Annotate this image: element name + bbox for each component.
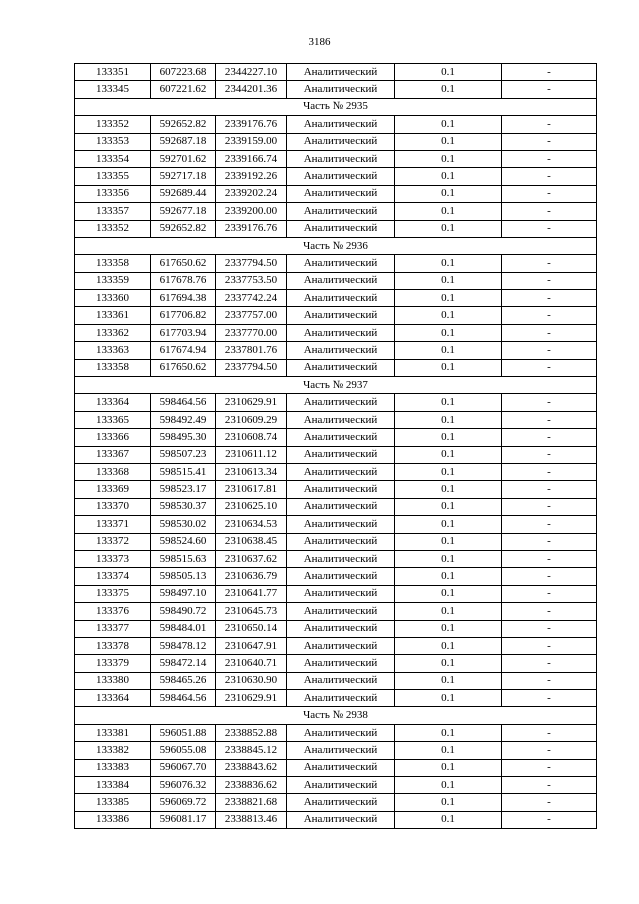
method-cell: Аналитический: [287, 637, 395, 654]
description-cell: -: [502, 429, 597, 446]
accuracy-cell: 0.1: [395, 429, 502, 446]
x-coordinate-cell: 596067.70: [151, 759, 216, 776]
method-cell: Аналитический: [287, 498, 395, 515]
x-coordinate-cell: 617678.76: [151, 272, 216, 289]
table-row: [75, 394, 597, 411]
description-cell: -: [502, 777, 597, 794]
description-cell: -: [502, 533, 597, 550]
description-cell: -: [502, 185, 597, 202]
table-row: [75, 759, 597, 776]
method-cell: Аналитический: [287, 446, 395, 463]
x-coordinate-cell: 598490.72: [151, 603, 216, 620]
method-cell: Аналитический: [287, 255, 395, 272]
accuracy-cell: 0.1: [395, 568, 502, 585]
table-row: [75, 620, 597, 637]
x-coordinate-cell: 617706.82: [151, 307, 216, 324]
accuracy-cell: 0.1: [395, 116, 502, 133]
point-number-cell: 133359: [75, 272, 151, 289]
point-number-cell: 133345: [75, 81, 151, 98]
accuracy-cell: 0.1: [395, 463, 502, 480]
method-cell: Аналитический: [287, 324, 395, 341]
x-coordinate-cell: 598523.17: [151, 481, 216, 498]
accuracy-cell: 0.1: [395, 64, 502, 81]
y-coordinate-cell: 2339176.76: [216, 220, 287, 237]
table-row: [75, 672, 597, 689]
coordinates-table: [74, 63, 597, 829]
description-cell: -: [502, 220, 597, 237]
description-cell: -: [502, 603, 597, 620]
x-coordinate-cell: 598515.41: [151, 463, 216, 480]
page-number: 3186: [308, 36, 331, 48]
table-row: [75, 568, 597, 585]
x-coordinate-cell: 592701.62: [151, 150, 216, 167]
table-row: [75, 811, 597, 828]
method-cell: Аналитический: [287, 777, 395, 794]
y-coordinate-cell: 2310629.91: [216, 394, 287, 411]
x-coordinate-cell: 598484.01: [151, 620, 216, 637]
accuracy-cell: 0.1: [395, 411, 502, 428]
point-number-cell: 133371: [75, 516, 151, 533]
method-cell: Аналитический: [287, 603, 395, 620]
point-number-cell: 133355: [75, 168, 151, 185]
accuracy-cell: 0.1: [395, 637, 502, 654]
method-cell: Аналитический: [287, 133, 395, 150]
y-coordinate-cell: 2337794.50: [216, 255, 287, 272]
accuracy-cell: 0.1: [395, 794, 502, 811]
accuracy-cell: 0.1: [395, 498, 502, 515]
accuracy-cell: 0.1: [395, 168, 502, 185]
description-cell: -: [502, 64, 597, 81]
table-row: [75, 603, 597, 620]
method-cell: Аналитический: [287, 550, 395, 567]
description-cell: -: [502, 394, 597, 411]
table-row: [75, 411, 597, 428]
table-row: [75, 655, 597, 672]
y-coordinate-cell: 2310613.34: [216, 463, 287, 480]
method-cell: Аналитический: [287, 81, 395, 98]
accuracy-cell: 0.1: [395, 324, 502, 341]
y-coordinate-cell: 2337801.76: [216, 342, 287, 359]
accuracy-cell: 0.1: [395, 585, 502, 602]
description-cell: -: [502, 759, 597, 776]
description-cell: -: [502, 411, 597, 428]
y-coordinate-cell: 2339202.24: [216, 185, 287, 202]
y-coordinate-cell: 2339159.00: [216, 133, 287, 150]
accuracy-cell: 0.1: [395, 550, 502, 567]
y-coordinate-cell: 2310638.45: [216, 533, 287, 550]
point-number-cell: 133352: [75, 116, 151, 133]
table-row: [75, 481, 597, 498]
table-row: [75, 550, 597, 567]
y-coordinate-cell: 2344227.10: [216, 64, 287, 81]
method-cell: Аналитический: [287, 794, 395, 811]
accuracy-cell: 0.1: [395, 203, 502, 220]
point-number-cell: 133364: [75, 690, 151, 707]
table-row: [75, 116, 597, 133]
table-row: [75, 133, 597, 150]
point-number-cell: 133368: [75, 463, 151, 480]
x-coordinate-cell: 617650.62: [151, 359, 216, 376]
accuracy-cell: 0.1: [395, 359, 502, 376]
description-cell: -: [502, 724, 597, 741]
table-row: [75, 690, 597, 707]
accuracy-cell: 0.1: [395, 255, 502, 272]
point-number-cell: 133365: [75, 411, 151, 428]
section-title: Часть № 2935: [75, 98, 597, 115]
y-coordinate-cell: 2310611.12: [216, 446, 287, 463]
y-coordinate-cell: 2310629.91: [216, 690, 287, 707]
point-number-cell: 133364: [75, 394, 151, 411]
y-coordinate-cell: 2339166.74: [216, 150, 287, 167]
table-row: [75, 150, 597, 167]
method-cell: Аналитический: [287, 168, 395, 185]
y-coordinate-cell: 2310630.90: [216, 672, 287, 689]
description-cell: -: [502, 255, 597, 272]
method-cell: Аналитический: [287, 359, 395, 376]
x-coordinate-cell: 617650.62: [151, 255, 216, 272]
method-cell: Аналитический: [287, 742, 395, 759]
y-coordinate-cell: 2338821.68: [216, 794, 287, 811]
description-cell: -: [502, 655, 597, 672]
x-coordinate-cell: 598505.13: [151, 568, 216, 585]
x-coordinate-cell: 598472.14: [151, 655, 216, 672]
x-coordinate-cell: 598478.12: [151, 637, 216, 654]
accuracy-cell: 0.1: [395, 742, 502, 759]
method-cell: Аналитический: [287, 220, 395, 237]
point-number-cell: 133376: [75, 603, 151, 620]
point-number-cell: 133375: [75, 585, 151, 602]
y-coordinate-cell: 2310640.71: [216, 655, 287, 672]
x-coordinate-cell: 598497.10: [151, 585, 216, 602]
accuracy-cell: 0.1: [395, 672, 502, 689]
description-cell: -: [502, 272, 597, 289]
table-row: [75, 185, 597, 202]
description-cell: -: [502, 203, 597, 220]
x-coordinate-cell: 596069.72: [151, 794, 216, 811]
x-coordinate-cell: 596081.17: [151, 811, 216, 828]
accuracy-cell: 0.1: [395, 290, 502, 307]
x-coordinate-cell: 598515.63: [151, 550, 216, 567]
y-coordinate-cell: 2338813.46: [216, 811, 287, 828]
accuracy-cell: 0.1: [395, 150, 502, 167]
point-number-cell: 133352: [75, 220, 151, 237]
x-coordinate-cell: 598465.26: [151, 672, 216, 689]
description-cell: -: [502, 672, 597, 689]
x-coordinate-cell: 592652.82: [151, 220, 216, 237]
description-cell: -: [502, 811, 597, 828]
method-cell: Аналитический: [287, 290, 395, 307]
accuracy-cell: 0.1: [395, 759, 502, 776]
method-cell: Аналитический: [287, 811, 395, 828]
x-coordinate-cell: 596076.32: [151, 777, 216, 794]
point-number-cell: 133385: [75, 794, 151, 811]
x-coordinate-cell: 592687.18: [151, 133, 216, 150]
point-number-cell: 133384: [75, 777, 151, 794]
method-cell: Аналитический: [287, 411, 395, 428]
table-row: [75, 533, 597, 550]
x-coordinate-cell: 592717.18: [151, 168, 216, 185]
description-cell: -: [502, 342, 597, 359]
y-coordinate-cell: 2310647.91: [216, 637, 287, 654]
table-row: [75, 516, 597, 533]
y-coordinate-cell: 2339192.26: [216, 168, 287, 185]
y-coordinate-cell: 2339200.00: [216, 203, 287, 220]
description-cell: -: [502, 324, 597, 341]
x-coordinate-cell: 592689.44: [151, 185, 216, 202]
x-coordinate-cell: 598524.60: [151, 533, 216, 550]
point-number-cell: 133378: [75, 637, 151, 654]
description-cell: -: [502, 133, 597, 150]
description-cell: -: [502, 568, 597, 585]
method-cell: Аналитический: [287, 655, 395, 672]
accuracy-cell: 0.1: [395, 516, 502, 533]
table-row: [75, 307, 597, 324]
y-coordinate-cell: 2337794.50: [216, 359, 287, 376]
table-row: [75, 64, 597, 81]
x-coordinate-cell: 596055.08: [151, 742, 216, 759]
point-number-cell: 133363: [75, 342, 151, 359]
point-number-cell: 133357: [75, 203, 151, 220]
y-coordinate-cell: 2310650.14: [216, 620, 287, 637]
x-coordinate-cell: 598492.49: [151, 411, 216, 428]
description-cell: -: [502, 794, 597, 811]
accuracy-cell: 0.1: [395, 133, 502, 150]
method-cell: Аналитический: [287, 516, 395, 533]
description-cell: -: [502, 550, 597, 567]
point-number-cell: 133358: [75, 359, 151, 376]
method-cell: Аналитический: [287, 481, 395, 498]
description-cell: -: [502, 637, 597, 654]
point-number-cell: 133351: [75, 64, 151, 81]
point-number-cell: 133386: [75, 811, 151, 828]
accuracy-cell: 0.1: [395, 307, 502, 324]
method-cell: Аналитический: [287, 568, 395, 585]
table-row: [75, 203, 597, 220]
method-cell: Аналитический: [287, 203, 395, 220]
method-cell: Аналитический: [287, 342, 395, 359]
accuracy-cell: 0.1: [395, 185, 502, 202]
method-cell: Аналитический: [287, 690, 395, 707]
description-cell: -: [502, 168, 597, 185]
description-cell: -: [502, 81, 597, 98]
accuracy-cell: 0.1: [395, 394, 502, 411]
section-title: Часть № 2938: [75, 707, 597, 724]
point-number-cell: 133354: [75, 150, 151, 167]
table-row: [75, 724, 597, 741]
x-coordinate-cell: 617703.94: [151, 324, 216, 341]
method-cell: Аналитический: [287, 64, 395, 81]
y-coordinate-cell: 2310637.62: [216, 550, 287, 567]
method-cell: Аналитический: [287, 463, 395, 480]
y-coordinate-cell: 2310609.29: [216, 411, 287, 428]
point-number-cell: 133358: [75, 255, 151, 272]
method-cell: Аналитический: [287, 620, 395, 637]
point-number-cell: 133373: [75, 550, 151, 567]
description-cell: -: [502, 690, 597, 707]
y-coordinate-cell: 2338852.88: [216, 724, 287, 741]
y-coordinate-cell: 2310636.79: [216, 568, 287, 585]
table-row: [75, 777, 597, 794]
point-number-cell: 133381: [75, 724, 151, 741]
method-cell: Аналитический: [287, 307, 395, 324]
accuracy-cell: 0.1: [395, 533, 502, 550]
description-cell: -: [502, 585, 597, 602]
table-row: [75, 742, 597, 759]
x-coordinate-cell: 592652.82: [151, 116, 216, 133]
point-number-cell: 133383: [75, 759, 151, 776]
y-coordinate-cell: 2344201.36: [216, 81, 287, 98]
y-coordinate-cell: 2310641.77: [216, 585, 287, 602]
point-number-cell: 133374: [75, 568, 151, 585]
description-cell: -: [502, 463, 597, 480]
description-cell: -: [502, 150, 597, 167]
y-coordinate-cell: 2337770.00: [216, 324, 287, 341]
description-cell: -: [502, 516, 597, 533]
point-number-cell: 133366: [75, 429, 151, 446]
table-row: [75, 220, 597, 237]
x-coordinate-cell: 598530.02: [151, 516, 216, 533]
accuracy-cell: 0.1: [395, 811, 502, 828]
accuracy-cell: 0.1: [395, 690, 502, 707]
x-coordinate-cell: 598464.56: [151, 394, 216, 411]
point-number-cell: 133370: [75, 498, 151, 515]
y-coordinate-cell: 2310645.73: [216, 603, 287, 620]
point-number-cell: 133353: [75, 133, 151, 150]
method-cell: Аналитический: [287, 672, 395, 689]
x-coordinate-cell: 617674.94: [151, 342, 216, 359]
section-title: Часть № 2936: [75, 237, 597, 254]
y-coordinate-cell: 2337753.50: [216, 272, 287, 289]
point-number-cell: 133377: [75, 620, 151, 637]
point-number-cell: 133369: [75, 481, 151, 498]
description-cell: -: [502, 116, 597, 133]
method-cell: Аналитический: [287, 724, 395, 741]
accuracy-cell: 0.1: [395, 81, 502, 98]
description-cell: -: [502, 359, 597, 376]
table-row: [75, 81, 597, 98]
y-coordinate-cell: 2310634.53: [216, 516, 287, 533]
description-cell: -: [502, 742, 597, 759]
y-coordinate-cell: 2310617.81: [216, 481, 287, 498]
table-row: [75, 272, 597, 289]
point-number-cell: 133367: [75, 446, 151, 463]
y-coordinate-cell: 2310608.74: [216, 429, 287, 446]
point-number-cell: 133360: [75, 290, 151, 307]
accuracy-cell: 0.1: [395, 620, 502, 637]
table-row: [75, 498, 597, 515]
point-number-cell: 133380: [75, 672, 151, 689]
x-coordinate-cell: 592677.18: [151, 203, 216, 220]
method-cell: Аналитический: [287, 185, 395, 202]
y-coordinate-cell: 2337757.00: [216, 307, 287, 324]
section-row: [75, 237, 597, 254]
method-cell: Аналитический: [287, 759, 395, 776]
table-row: [75, 446, 597, 463]
table-row: [75, 324, 597, 341]
accuracy-cell: 0.1: [395, 220, 502, 237]
y-coordinate-cell: 2338843.62: [216, 759, 287, 776]
y-coordinate-cell: 2338845.12: [216, 742, 287, 759]
table-row: [75, 585, 597, 602]
table-row: [75, 168, 597, 185]
method-cell: Аналитический: [287, 272, 395, 289]
method-cell: Аналитический: [287, 533, 395, 550]
y-coordinate-cell: 2337742.24: [216, 290, 287, 307]
table-row: [75, 463, 597, 480]
description-cell: -: [502, 446, 597, 463]
accuracy-cell: 0.1: [395, 342, 502, 359]
description-cell: -: [502, 290, 597, 307]
method-cell: Аналитический: [287, 585, 395, 602]
accuracy-cell: 0.1: [395, 603, 502, 620]
x-coordinate-cell: 598530.37: [151, 498, 216, 515]
method-cell: Аналитический: [287, 150, 395, 167]
x-coordinate-cell: 598507.23: [151, 446, 216, 463]
description-cell: -: [502, 307, 597, 324]
accuracy-cell: 0.1: [395, 724, 502, 741]
accuracy-cell: 0.1: [395, 655, 502, 672]
x-coordinate-cell: 596051.88: [151, 724, 216, 741]
table-row: [75, 637, 597, 654]
section-row: [75, 98, 597, 115]
method-cell: Аналитический: [287, 429, 395, 446]
section-row: [75, 707, 597, 724]
y-coordinate-cell: 2339176.76: [216, 116, 287, 133]
description-cell: -: [502, 620, 597, 637]
accuracy-cell: 0.1: [395, 777, 502, 794]
x-coordinate-cell: 598464.56: [151, 690, 216, 707]
point-number-cell: 133379: [75, 655, 151, 672]
x-coordinate-cell: 607221.62: [151, 81, 216, 98]
table-row: [75, 359, 597, 376]
x-coordinate-cell: 617694.38: [151, 290, 216, 307]
section-title: Часть № 2937: [75, 377, 597, 394]
table-row: [75, 255, 597, 272]
point-number-cell: 133372: [75, 533, 151, 550]
description-cell: -: [502, 498, 597, 515]
point-number-cell: 133361: [75, 307, 151, 324]
accuracy-cell: 0.1: [395, 272, 502, 289]
table-row: [75, 429, 597, 446]
x-coordinate-cell: 607223.68: [151, 64, 216, 81]
y-coordinate-cell: 2310625.10: [216, 498, 287, 515]
table-row: [75, 794, 597, 811]
accuracy-cell: 0.1: [395, 481, 502, 498]
table-row: [75, 290, 597, 307]
x-coordinate-cell: 598495.30: [151, 429, 216, 446]
section-row: [75, 377, 597, 394]
description-cell: -: [502, 481, 597, 498]
point-number-cell: 133382: [75, 742, 151, 759]
point-number-cell: 133356: [75, 185, 151, 202]
table-body: [75, 64, 597, 829]
y-coordinate-cell: 2338836.62: [216, 777, 287, 794]
method-cell: Аналитический: [287, 394, 395, 411]
method-cell: Аналитический: [287, 116, 395, 133]
table-row: [75, 342, 597, 359]
point-number-cell: 133362: [75, 324, 151, 341]
accuracy-cell: 0.1: [395, 446, 502, 463]
